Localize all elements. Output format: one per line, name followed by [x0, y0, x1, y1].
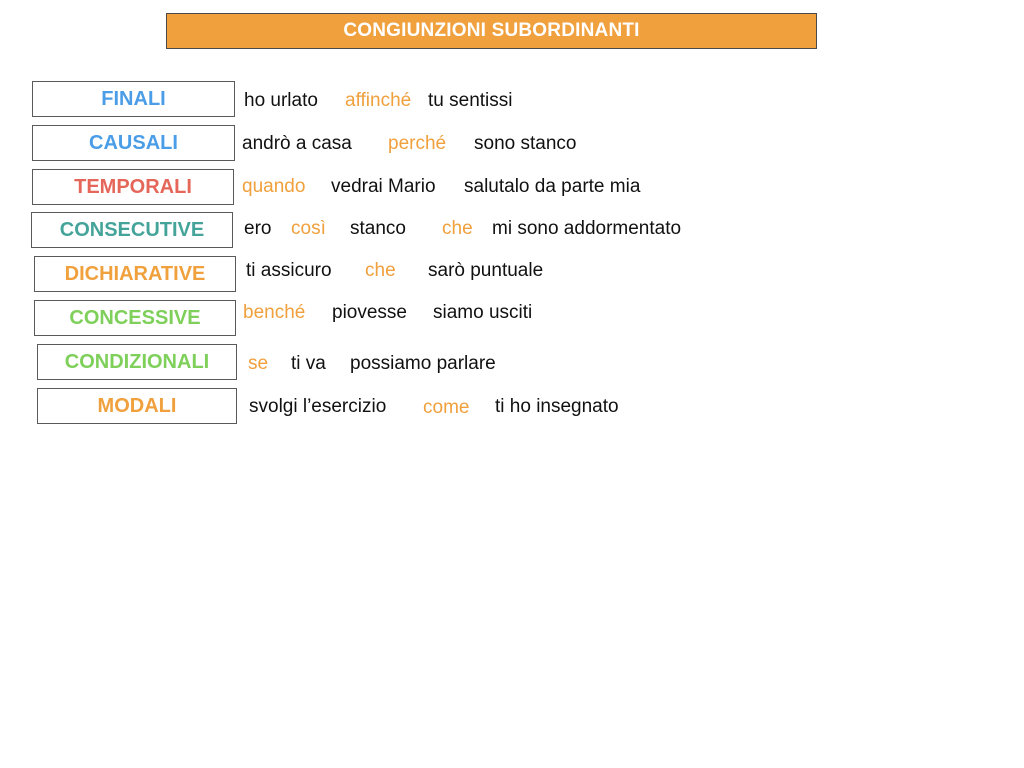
page-title: CONGIUNZIONI SUBORDINANTI: [343, 20, 640, 41]
category-label-concessive: CONCESSIVE: [69, 306, 201, 329]
sentence-fragment: tu sentissi: [428, 90, 513, 111]
conjunction-word: se: [248, 353, 269, 374]
title-bar: [166, 13, 817, 49]
sentence-fragment: ti va: [291, 353, 326, 374]
category-box-finali: [32, 81, 235, 117]
sentence-fragment: andrò a casa: [242, 133, 352, 154]
category-box-consecutive: [31, 212, 233, 248]
sentence-fragment: sono stanco: [474, 133, 577, 154]
sentence-fragment: ti assicuro: [246, 260, 332, 281]
sentence-fragment: svolgi l’esercizio: [249, 396, 387, 417]
category-label-temporali: TEMPORALI: [74, 175, 192, 198]
sentence-fragment: mi sono addormentato: [492, 218, 682, 239]
sentence-fragment: salutalo da parte mia: [464, 176, 641, 197]
conjunction-word: benché: [243, 302, 306, 323]
conjunction-word: così: [291, 218, 326, 239]
category-box-dichiarative: [34, 256, 236, 292]
category-label-condizionali: CONDIZIONALI: [64, 350, 210, 373]
conjunction-word: quando: [242, 176, 306, 197]
sentence-fragment: vedrai Mario: [331, 176, 436, 197]
conjunction-word: perché: [388, 133, 447, 154]
conjunction-word: che: [365, 260, 396, 281]
category-label-consecutive: CONSECUTIVE: [59, 218, 205, 241]
sentence-fragment: possiamo parlare: [350, 353, 496, 374]
category-box-condizionali: [37, 344, 237, 380]
category-label-finali: FINALI: [101, 87, 166, 110]
conjunction-word: come: [423, 397, 470, 418]
category-box-modali: [37, 388, 237, 424]
sentence-fragment: sarò puntuale: [428, 260, 544, 281]
category-box-causali: [32, 125, 235, 161]
sentence-fragment: ho urlato: [244, 90, 318, 111]
category-box-concessive: [34, 300, 236, 336]
category-label-modali: MODALI: [97, 394, 177, 417]
conjunction-word: affinché: [345, 90, 412, 111]
category-box-temporali: [32, 169, 234, 205]
category-label-dichiarative: DICHIARATIVE: [64, 262, 206, 285]
sentence-fragment: siamo usciti: [433, 302, 533, 323]
sentence-fragment: ero: [244, 218, 272, 239]
sentence-fragment: stanco: [350, 218, 406, 239]
conjunction-word: che: [442, 218, 473, 239]
sentence-fragment: ti ho insegnato: [495, 396, 619, 417]
category-label-causali: CAUSALI: [89, 131, 178, 154]
sentence-fragment: piovesse: [332, 302, 407, 323]
